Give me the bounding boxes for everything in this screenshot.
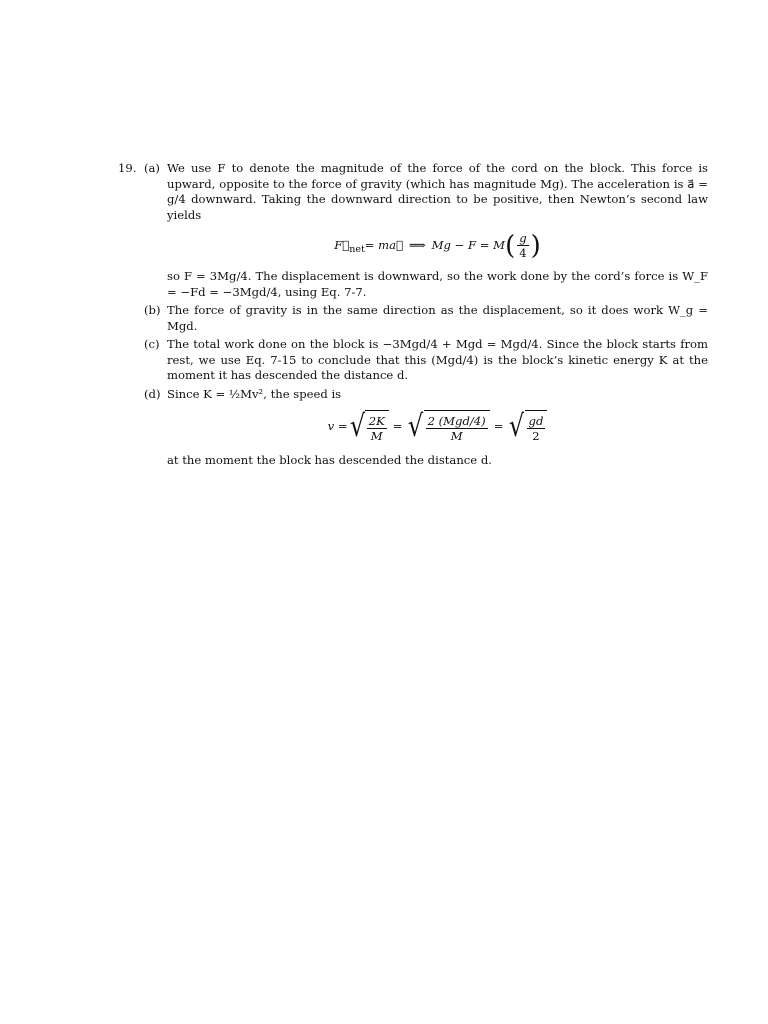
eq-paren-close: ) [530,230,541,261]
part-c-text: The total work done on the block is −3Mgd/4 + Mgd = Mgd/4. Since the block starts from rest, we use Eq. 7-15 to conclude that this (Mgd/4) is the block’s kinetic energy K at the moment it has descended the distance d. [167,337,708,382]
speed-equation [167,410,708,444]
part-d [118,387,708,469]
eq-mid: = ma⃗ [364,237,404,252]
frac-3-den: 2 [532,428,540,443]
eq-paren-open: ( [505,230,516,261]
part-label: (d) [144,386,161,401]
eq-lhs-sub: net [349,243,365,255]
eq-equals-1: = [392,419,403,434]
eq-arrow: ⟹ [409,237,426,252]
eq-frac-den: 4 [519,246,527,260]
eq-fraction [517,231,528,260]
part-c [118,337,708,384]
frac-3-num: gd [528,413,544,428]
problem-19 [118,161,708,469]
part-a-text-1: We use F to denote the magnitude of the force of the cord on the block. This force is upward, opposite to the force of gravity (which has magnitude Mg). The acceleration is a⃗ = g/4 downward. Taking the downward direction to be positive, then Newton’s second law yields [167,161,708,222]
sqrt-3: √ $\frac{gd}{2}$ [507,410,547,444]
part-d-text-2: at the moment the block has descended the distance d. [167,453,492,467]
fraction-2 [426,414,488,443]
problem-number: 19. [118,161,137,175]
part-d-text-1: Since K = ½Mv², the speed is [167,386,342,401]
part-label: (c) [144,337,160,351]
sqrt-1: √ $\frac{2K}{M}$ [348,410,389,444]
part-label: (a) [144,161,160,175]
frac-2-num: 2 (Mgd/4) [427,413,486,428]
newton-equation [167,231,708,260]
fraction-1 [367,414,387,443]
part-b-text: The force of gravity is in the same direction as the displacement, so it does work W_g = Mgd. [167,303,708,333]
part-b [118,303,708,334]
eq-lhs: F⃗ [334,237,350,252]
eq-equals-2: = [493,419,504,434]
part-label: (b) [144,303,161,317]
eq-rhs: Mg − F = M [431,237,506,252]
eq-v: v = [327,419,348,434]
sqrt-2: √ $\frac{\text{2 (Mgd/4)}}{M}$ [406,410,489,444]
frac-2-den: M [450,428,463,443]
part-a [118,161,708,300]
frac-1-den: M [370,428,383,443]
eq-frac-num: g [519,231,527,245]
part-a-text-2: so F = 3Mg/4. The displacement is downward, so the work done by the cord’s force is W_F = −Fd = −3Mgd/4, using Eq. 7-7. [167,269,708,299]
frac-1-num: 2K [368,413,385,428]
fraction-3 [527,414,546,443]
